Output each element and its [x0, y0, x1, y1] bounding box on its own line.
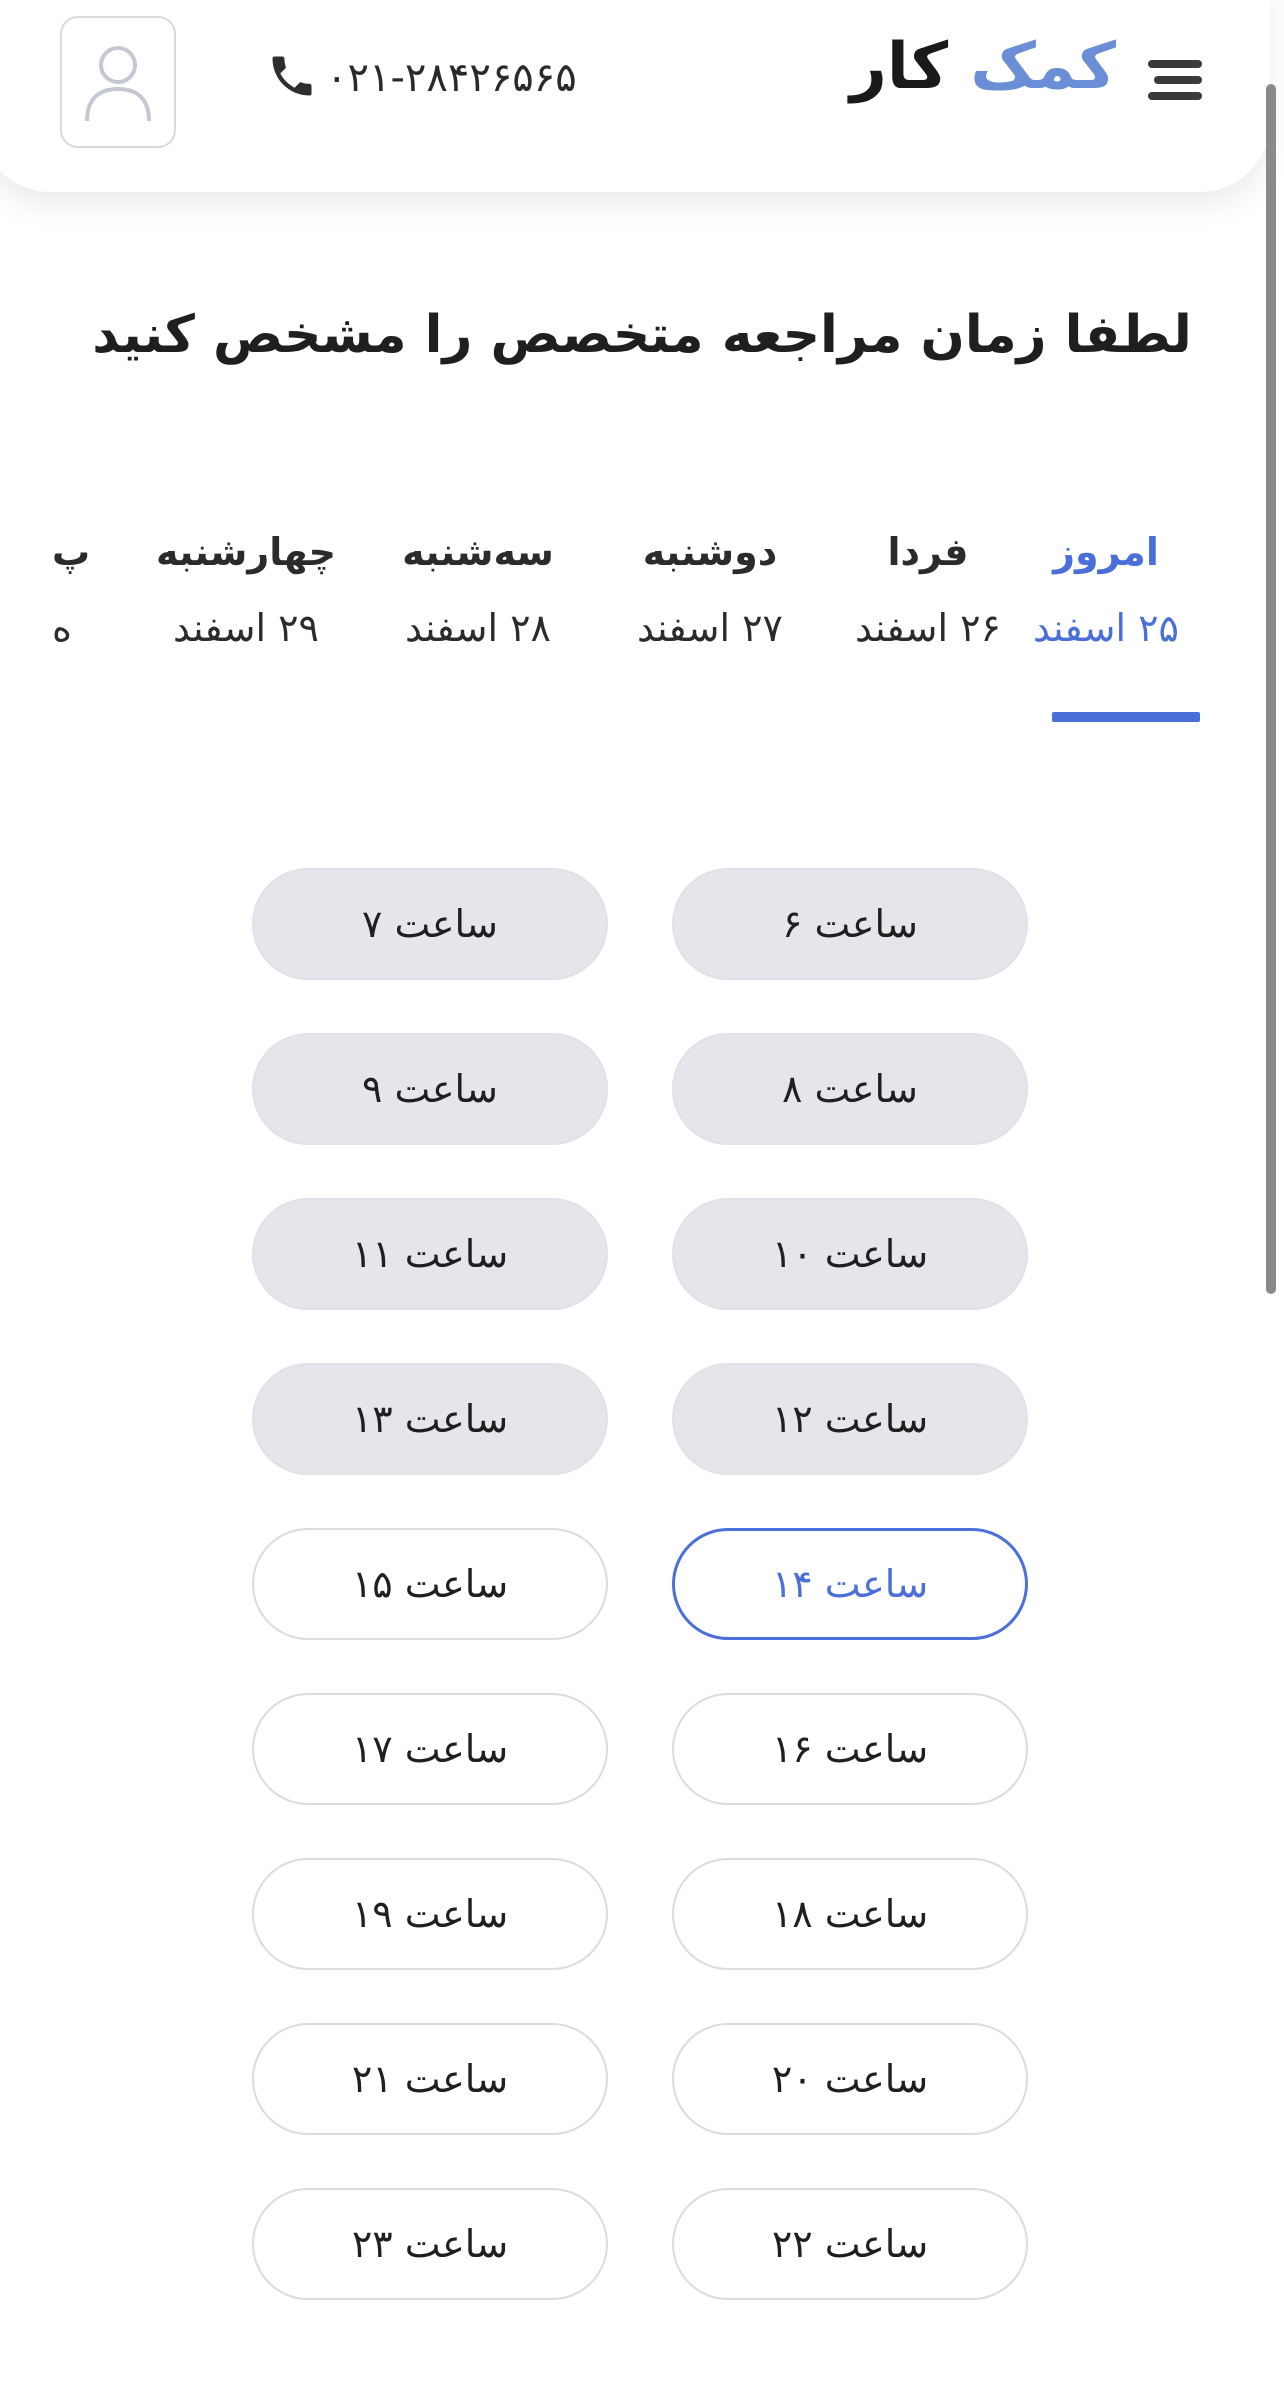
time-slot-button[interactable]: ساعت ۲۰ — [672, 2023, 1028, 2135]
day-date: ۲۷ اسفند — [637, 606, 783, 650]
day-tab[interactable] — [146, 530, 346, 650]
day-date: ۲۶ اسفند — [855, 606, 1001, 650]
time-slot-button[interactable]: ساعت ۱۵ — [252, 1528, 608, 1640]
day-date: ه — [52, 606, 72, 650]
time-slot-button[interactable]: ساعت ۱۶ — [672, 1693, 1028, 1805]
time-slot-button[interactable]: ساعت ۸ — [672, 1033, 1028, 1145]
time-slot-button[interactable]: ساعت ۱۴ — [672, 1528, 1028, 1640]
day-tab[interactable] — [1006, 530, 1206, 650]
phone-link[interactable] — [266, 50, 577, 106]
time-slot-button[interactable]: ساعت ۱۱ — [252, 1198, 608, 1310]
day-name: دوشنبه — [642, 530, 778, 574]
day-tab[interactable] — [610, 530, 810, 650]
time-slot-button[interactable]: ساعت ۱۷ — [252, 1693, 608, 1805]
day-date: ۲۵ اسفند — [1033, 606, 1179, 650]
day-name: سه‌شنبه — [402, 530, 554, 574]
time-slot-button[interactable]: ساعت ۲۲ — [672, 2188, 1028, 2300]
day-tab[interactable] — [378, 530, 578, 650]
time-slot-button[interactable]: ساعت ۹ — [252, 1033, 608, 1145]
time-slot-button[interactable]: ساعت ۱۲ — [672, 1363, 1028, 1475]
phone-number: ۰۲۱-۲۸۴۲۶۵۶۵ — [326, 55, 577, 101]
user-avatar-icon — [83, 41, 153, 123]
hamburger-menu-icon[interactable] — [1148, 58, 1202, 102]
day-name: چهارشنبه — [155, 530, 337, 574]
time-slot-button[interactable]: ساعت ۷ — [252, 868, 608, 980]
day-name: امروز — [1053, 530, 1159, 574]
time-slot-button[interactable]: ساعت ۲۱ — [252, 2023, 608, 2135]
day-date: ۲۸ اسفند — [405, 606, 551, 650]
time-slot-button[interactable]: ساعت ۶ — [672, 868, 1028, 980]
day-name: فردا — [887, 530, 969, 574]
day-name: پ — [52, 530, 91, 574]
active-tab-indicator — [1052, 712, 1200, 722]
time-slot-button[interactable]: ساعت ۱۳ — [252, 1363, 608, 1475]
day-tab-partial[interactable] — [52, 530, 91, 650]
page-title: لطفا زمان مراجعه متخصص را مشخص کنید — [92, 305, 1192, 365]
app-logo[interactable] — [850, 30, 1116, 104]
time-slot-button[interactable]: ساعت ۱۹ — [252, 1858, 608, 1970]
scrollbar[interactable] — [1266, 84, 1276, 1294]
day-date: ۲۹ اسفند — [173, 606, 319, 650]
time-slot-button[interactable]: ساعت ۱۰ — [672, 1198, 1028, 1310]
phone-icon — [266, 50, 318, 106]
user-avatar-button[interactable] — [60, 16, 176, 148]
logo-part-2: کار — [849, 30, 949, 104]
time-slot-button[interactable]: ساعت ۲۳ — [252, 2188, 608, 2300]
logo-part-1: کمک — [970, 30, 1116, 104]
day-tab[interactable] — [828, 530, 1028, 650]
time-slot-button[interactable]: ساعت ۱۸ — [672, 1858, 1028, 1970]
